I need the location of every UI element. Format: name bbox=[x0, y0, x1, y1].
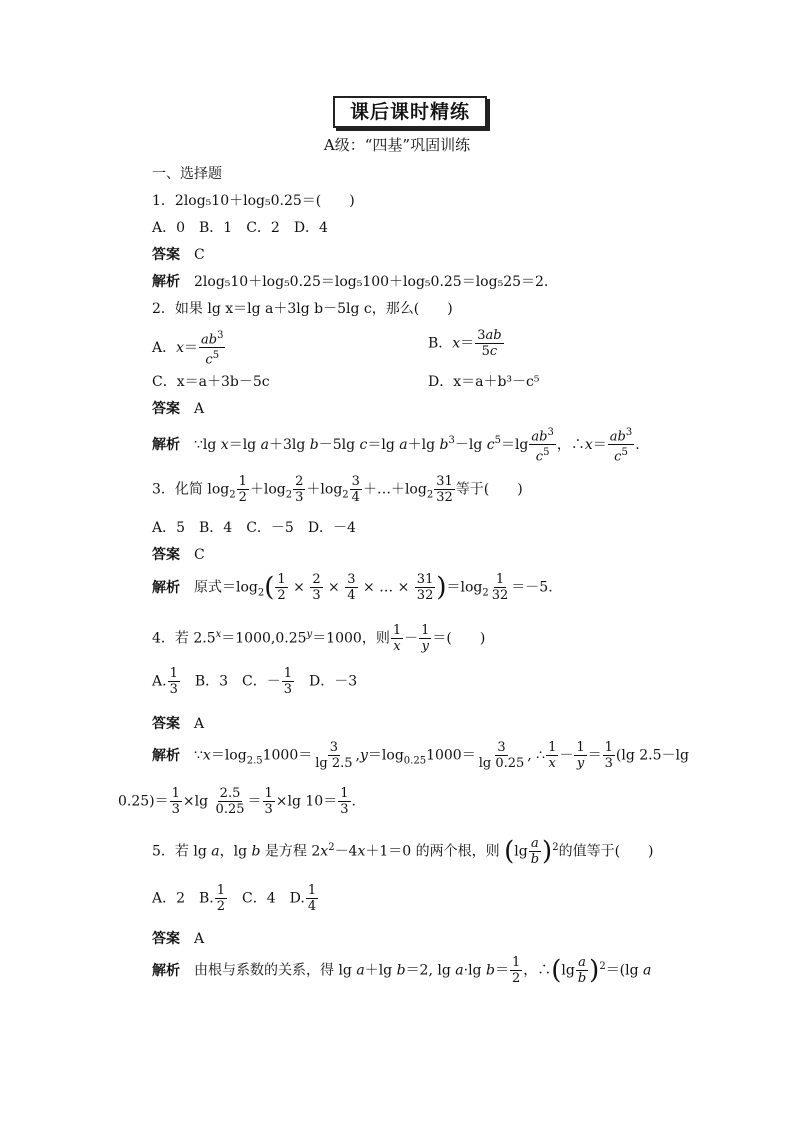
q4-options: A. $\frac{1}{3}$ B．3 C．－ $\frac{1}{3}$ D．－3 bbox=[152, 666, 358, 697]
q3-analysis: 解析 原式$=\log_2$( $\frac{1}{2}$ × $\frac{2}{3}$ × $\frac{3}{4}$ × … × $\frac{31}{32}$ )$=\log_2$ $\frac{1}{32}$ ＝－5. bbox=[152, 572, 553, 603]
q4-stem: 4．若 $2.5^x=1000,0.25^y=1000$，则 $\frac{1}{x}$ － $\frac{1}{y}$ ＝( ) bbox=[152, 623, 486, 654]
q2-option-c: C．x＝a＋3b－5c bbox=[152, 374, 270, 390]
q3-answer: 答案 C bbox=[152, 547, 205, 563]
q5-analysis: 解析 由根与系数的关系，得 lg a＋lg b＝2, lg a·lg b＝ $\frac{1}{2}$ ，∴(lg $\frac{a}{b}$ )$^2$＝(lg a bbox=[152, 955, 652, 986]
q1-options: A．0 B．1 C．2 D．4 bbox=[152, 220, 328, 236]
q3-options: A．5 B．4 C．－5 D．－4 bbox=[152, 520, 356, 536]
q1-answer: 答案 C bbox=[152, 247, 205, 263]
q1-stem: 1．2log₅10＋log₅0.25＝( ) bbox=[152, 193, 355, 209]
level-subtitle: A级：“四基”巩固训练 bbox=[323, 136, 471, 154]
page-title: 课后课时精练 bbox=[333, 96, 487, 128]
q4-answer: 答案 A bbox=[152, 716, 205, 732]
q5-answer: 答案 A bbox=[152, 931, 205, 947]
q2-answer: 答案 A bbox=[152, 401, 205, 417]
q2-option-b: B．x＝ $\frac{3ab}{5c}$ bbox=[428, 328, 502, 359]
section-heading: 一、选择题 bbox=[152, 166, 222, 182]
q5-options: A．2 B. $\frac{1}{2}$ C．4 D. $\frac{1}{4}$ bbox=[152, 883, 317, 914]
q1-analysis: 解析 2log₅10＋log₅0.25＝log₅100＋log₅0.25＝log₅25＝2. bbox=[152, 274, 549, 290]
q2-option-d: D．x＝a＋b³－c⁵ bbox=[428, 374, 540, 390]
q2-option-a: A．x＝ $\frac{ab^3}{c^5}$ bbox=[152, 330, 224, 368]
q4-analysis-line2: 0.25)＝ $\frac{1}{3}$ ×lg $\frac{2.5}{0.25}$ ＝ $\frac{1}{3}$ ×lg 10＝ $\frac{1}{3}$ . bbox=[118, 786, 356, 817]
q4-analysis-line1: 解析 $\because x=\log_{2.5}1000=$ $\frac{3}{\lg 2.5}$ $,y=\log_{0.25}1000=$ $\frac{3}{\lg 0.25}$ , ∴ $\frac{1}{x}$ － $\frac{1}{y}$ ＝ $\frac{1}{3}$ (lg 2.5－lg bbox=[152, 740, 689, 771]
q5-stem: 5．若 lg a，lg b 是方程 $2x^2-4x+1=0$ 的两个根，则 (lg $\frac{a}{b}$ )$^2$的值等于( ) bbox=[152, 836, 654, 867]
q3-stem: 3．化简 $\log_2$ $\frac{1}{2}$ $+\log_2$ $\frac{2}{3}$ $+\log_2$ $\frac{3}{4}$ $+\dots+\log_2$ $\frac{31}{32}$ 等于( ) bbox=[152, 474, 523, 505]
q2-analysis: 解析 ∵lg x＝lg a＋3lg b－5lg c＝lg a＋lg $b^3-\lg$ $c^5=\lg$ $\frac{ab^3}{c^5}$ ，∴x＝ $\frac{ab^3}{c^5}$ . bbox=[152, 427, 640, 465]
q2-stem: 2．如果 lg x＝lg a＋3lg b－5lg c，那么( ) bbox=[152, 301, 453, 317]
